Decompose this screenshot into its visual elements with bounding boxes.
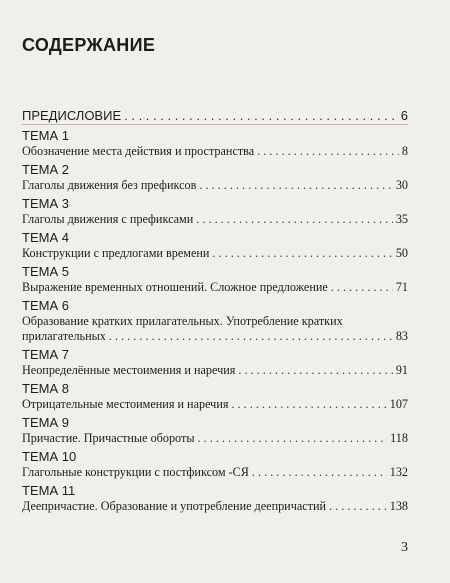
toc-section-heading: ТЕМА 8 (22, 381, 69, 396)
toc-section[interactable] (22, 298, 408, 344)
leader-dots (196, 212, 393, 227)
toc-line (22, 363, 408, 378)
toc-page-number: 50 (395, 246, 408, 260)
toc-section-heading: ТЕМА 6 (22, 298, 69, 313)
leader-dots (109, 329, 393, 344)
toc-line-text: Глагольные конструкции с постфиксом -СЯ (22, 465, 249, 479)
toc-page-number: 138 (389, 499, 408, 513)
toc-page-number: 71 (395, 280, 408, 294)
toc-section[interactable] (22, 230, 408, 261)
toc-line-text: Выражение временных отношений. Сложное предложение (22, 280, 328, 294)
toc-entry-preface[interactable] (22, 108, 408, 123)
divider (22, 124, 408, 125)
toc-page-number: 35 (395, 212, 408, 226)
toc-line-text: Обозначение места действия и пространства (22, 144, 255, 158)
toc-page-number: 118 (390, 431, 408, 445)
leader-dots (212, 246, 392, 261)
leader-dots (199, 178, 392, 193)
leader-dots (238, 363, 392, 378)
toc-section-heading: ТЕМА 5 (22, 264, 69, 279)
toc-section-heading: ТЕМА 10 (22, 449, 77, 464)
toc-line (22, 144, 408, 159)
page-title: СОДЕРЖАНИЕ (22, 35, 156, 55)
toc-entry-label: ПРЕДИСЛОВИЕ (22, 108, 122, 123)
toc-line (22, 280, 408, 295)
toc-section[interactable] (22, 196, 408, 227)
toc-section[interactable] (22, 264, 408, 295)
toc-page-number: 83 (395, 329, 408, 343)
toc-line (22, 499, 408, 514)
toc-section-heading: ТЕМА 9 (22, 415, 69, 430)
page-number: 3 (401, 540, 408, 555)
toc-page-number: 107 (389, 397, 408, 411)
toc-line-text: Деепричастие. Образование и употребление деепричастий (22, 499, 327, 513)
leader-dots (329, 499, 387, 514)
toc-section-heading: ТЕМА 7 (22, 347, 69, 362)
toc-line (22, 329, 408, 344)
toc-section[interactable] (22, 415, 408, 446)
leader-dots (252, 465, 387, 480)
leader-dots (124, 108, 398, 123)
leader-dots (257, 144, 399, 159)
toc-section-heading: ТЕМА 11 (22, 483, 76, 498)
toc-line-text: Конструкции с предлогами времени (22, 246, 210, 260)
table-of-contents (22, 108, 408, 517)
leader-dots (331, 280, 393, 295)
toc-line-text: Отрицательные местоимения и наречия (22, 397, 229, 411)
toc-line-text: прилагательных (22, 329, 106, 343)
toc-line (22, 178, 408, 193)
toc-section-heading: ТЕМА 4 (22, 230, 69, 245)
toc-section[interactable] (22, 128, 408, 159)
toc-line (22, 465, 408, 480)
toc-section[interactable] (22, 381, 408, 412)
toc-line-text: Глаголы движения с префиксами (22, 212, 194, 226)
toc-line (22, 246, 408, 261)
toc-line (22, 314, 408, 329)
toc-line-text: Образование кратких прилагательных. Употребление кратких (22, 314, 343, 328)
toc-page-number: 91 (395, 363, 408, 377)
toc-line-text: Причастие. Причастные обороты (22, 431, 195, 445)
toc-page-number: 132 (389, 465, 408, 479)
toc-section[interactable] (22, 162, 408, 193)
toc-line (22, 431, 408, 446)
toc-line-text: Глаголы движения без префиксов (22, 178, 197, 192)
toc-line-text: Неопределённые местоимения и наречия (22, 363, 236, 377)
leader-dots (231, 397, 386, 412)
toc-line (22, 397, 408, 412)
toc-page-number: 8 (401, 144, 408, 158)
toc-section-heading: ТЕМА 3 (22, 196, 69, 211)
toc-section[interactable] (22, 483, 408, 514)
toc-section[interactable] (22, 347, 408, 378)
toc-page-number: 30 (395, 178, 408, 192)
toc-line (22, 212, 408, 227)
toc-section[interactable] (22, 449, 408, 480)
toc-page-number: 6 (400, 108, 408, 123)
toc-section-heading: ТЕМА 1 (22, 128, 69, 143)
toc-section-heading: ТЕМА 2 (22, 162, 69, 177)
leader-dots (198, 431, 388, 446)
